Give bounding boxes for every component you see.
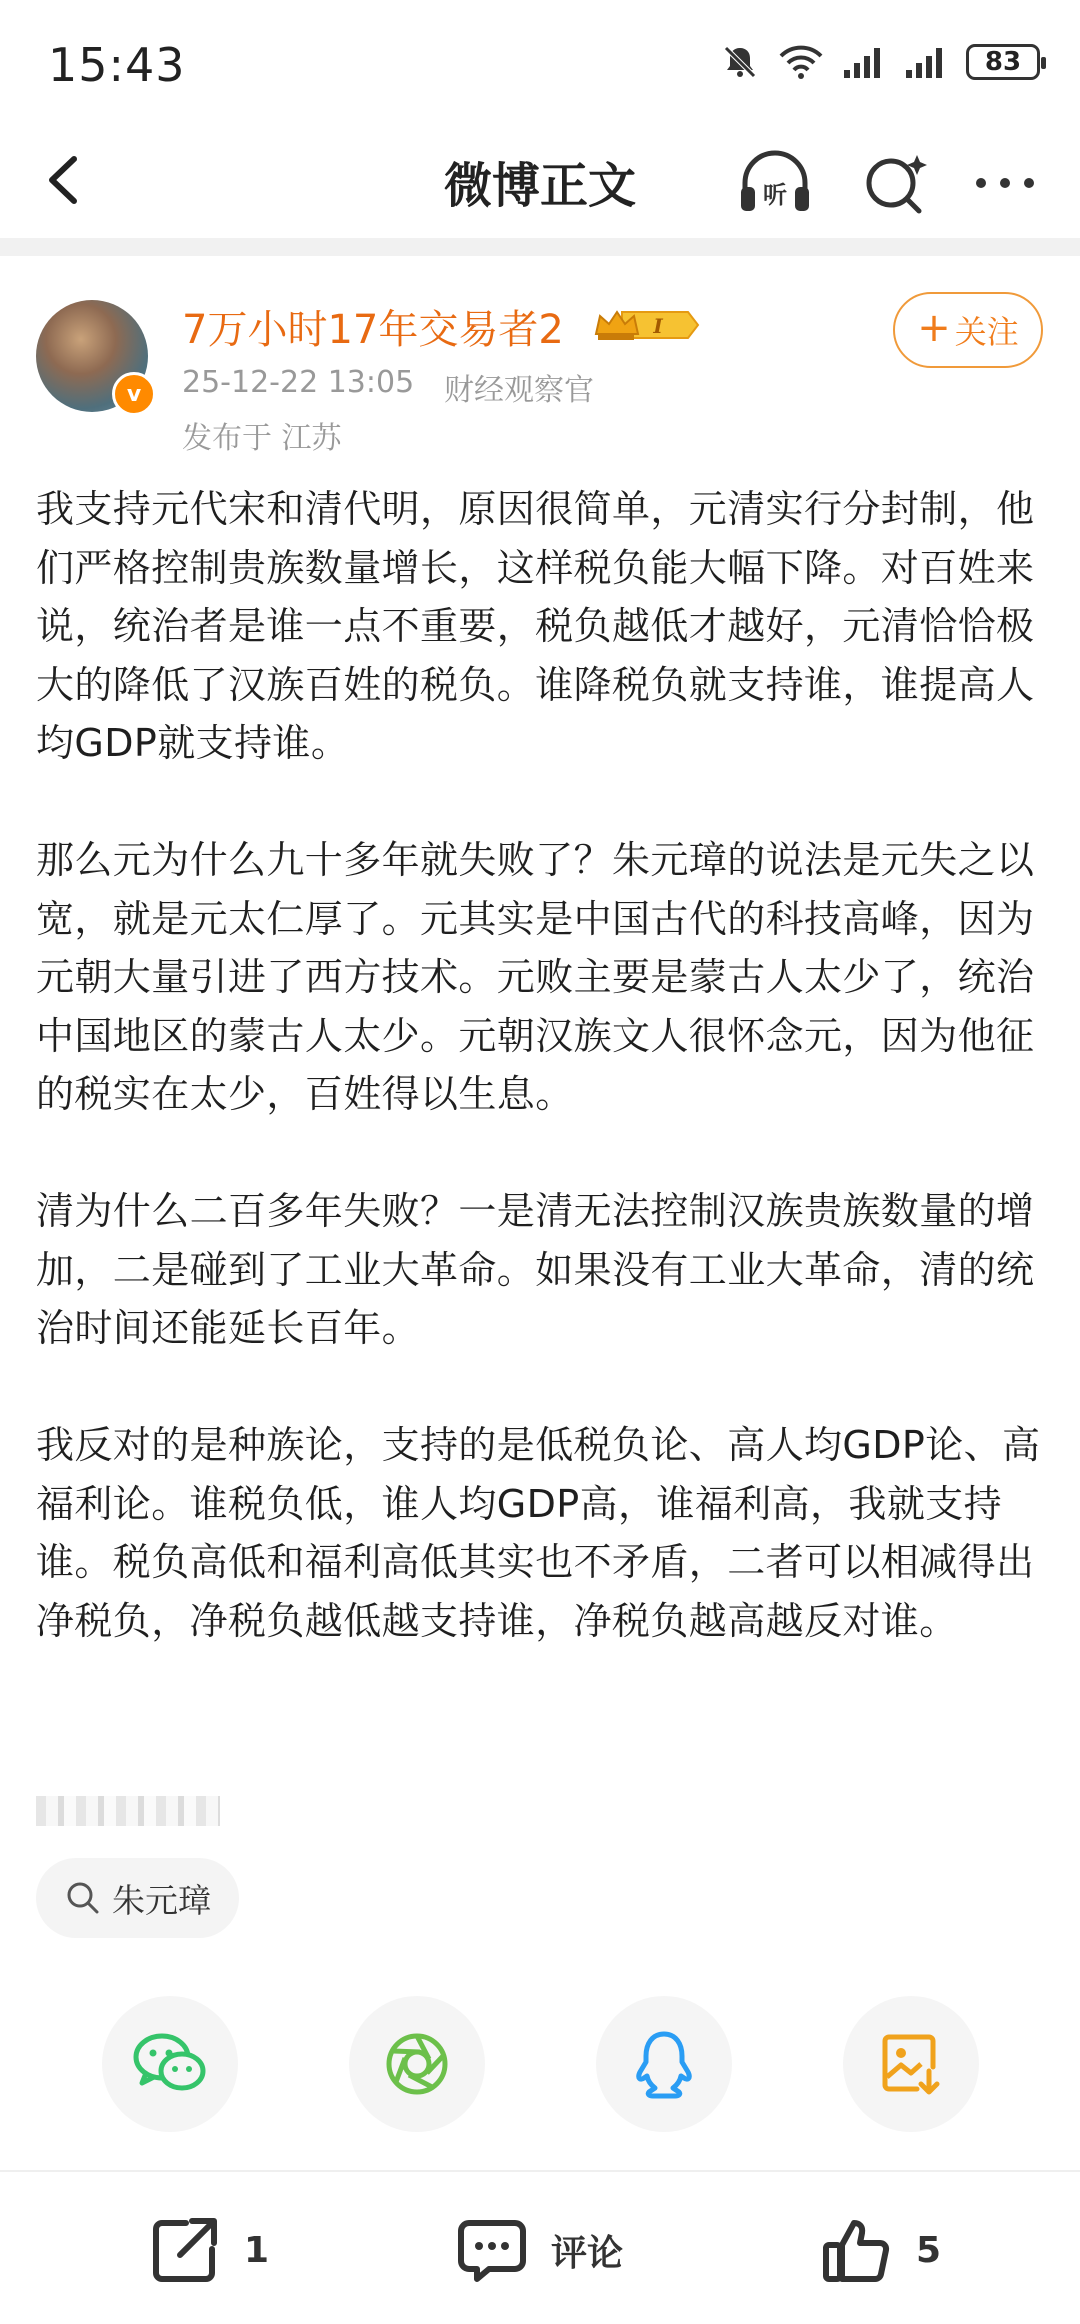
- nav-bar: [0, 125, 1080, 235]
- comment-icon: [455, 2213, 529, 2287]
- vip-level: I: [653, 314, 663, 338]
- status-icons: [720, 42, 1040, 82]
- author-tag: 财经观察官: [444, 373, 594, 408]
- repost-count: 1: [244, 2229, 270, 2271]
- battery-indicator: 83: [966, 44, 1040, 80]
- search-icon: [64, 1879, 102, 1917]
- page-title: 微博正文: [443, 158, 636, 214]
- moments-icon: [382, 2029, 452, 2099]
- follow-label: 关注: [954, 313, 1019, 351]
- image-thumbnail-strip[interactable]: [36, 1796, 220, 1826]
- search-ai-icon[interactable]: [855, 143, 935, 223]
- listen-label: 听: [763, 181, 787, 209]
- follow-button[interactable]: [893, 292, 1043, 368]
- share-wechat-button[interactable]: [102, 1996, 238, 2132]
- listen-headphones-icon[interactable]: [735, 143, 815, 223]
- signal-icon-2: [904, 44, 948, 80]
- author-name[interactable]: 7万小时17年交易者2: [182, 307, 564, 353]
- comment-button[interactable]: [455, 2210, 623, 2290]
- repost-icon: [148, 2213, 222, 2287]
- post-paragraph: 清为什么二百多年失败？一是清无法控制汉族贵族数量的增加，二是碰到了工业大革命。如果没有工业大革命，清的统治时间还能延长百年。: [36, 1189, 1035, 1350]
- post-paragraph: 我支持元代宋和清代明，原因很简单，元清实行分封制，他们严格控制贵族数量增长，这样税负能大幅下降。对百姓来说，统治者是谁一点不重要，税负越低才越好，元清恰恰极大的降低了汉族百姓的税负。谁降税负就支持谁，谁提高人均GDP就支持谁。: [36, 487, 1035, 765]
- wechat-icon: [132, 2031, 208, 2097]
- wifi-icon: [778, 42, 824, 82]
- share-moments-button[interactable]: [349, 1996, 485, 2132]
- status-bar: [0, 0, 1080, 125]
- post-paragraph: 我反对的是种族论，支持的是低税负论、高人均GDP论、高福利论。谁税负低，谁人均GDP高，谁福利高，我就支持谁。税负高低和福利高低其实也不矛盾，二者可以相减得出净税负，净税负越低越支持谁，净税负越高越反对谁。: [36, 1423, 1041, 1643]
- save-image-button[interactable]: [843, 1996, 979, 2132]
- qq-icon: [632, 2028, 696, 2100]
- like-button[interactable]: [820, 2210, 941, 2290]
- share-qq-button[interactable]: [596, 1996, 732, 2132]
- signal-icon-1: [842, 44, 886, 80]
- more-options-icon[interactable]: [965, 143, 1045, 223]
- post-location: 发布于 江苏: [182, 421, 342, 456]
- comment-label: 评论: [551, 2232, 624, 2274]
- repost-button[interactable]: [148, 2210, 269, 2290]
- verified-badge: v: [112, 372, 156, 416]
- save-image-icon: [879, 2031, 943, 2097]
- like-count: 5: [916, 2229, 942, 2271]
- plus-icon: +: [917, 305, 951, 351]
- bottom-bar-divider: [0, 2170, 1080, 2172]
- status-time: 15:43: [48, 38, 186, 92]
- back-icon[interactable]: [30, 145, 100, 215]
- topic-chip[interactable]: [36, 1858, 239, 1938]
- vip-crown-icon[interactable]: [592, 304, 702, 346]
- thumbs-up-icon: [820, 2213, 894, 2287]
- mute-bell-icon: [720, 42, 760, 82]
- post-paragraph: 那么元为什么九十多年就失败了？朱元璋的说法是元失之以宽，就是元太仁厚了。元其实是中国古代的科技高峰，因为元朝大量引进了西方技术。元败主要是蒙古人太少了，统治中国地区的蒙古人太少。元朝汉族文人很怀念元，因为他征的税实在太少，百姓得以生息。: [36, 838, 1035, 1116]
- post-content: [36, 480, 1046, 1709]
- topic-label: 朱元璋: [112, 1880, 211, 1920]
- section-divider: [0, 238, 1080, 256]
- post-timestamp: 25-12-22 13:05: [182, 365, 415, 400]
